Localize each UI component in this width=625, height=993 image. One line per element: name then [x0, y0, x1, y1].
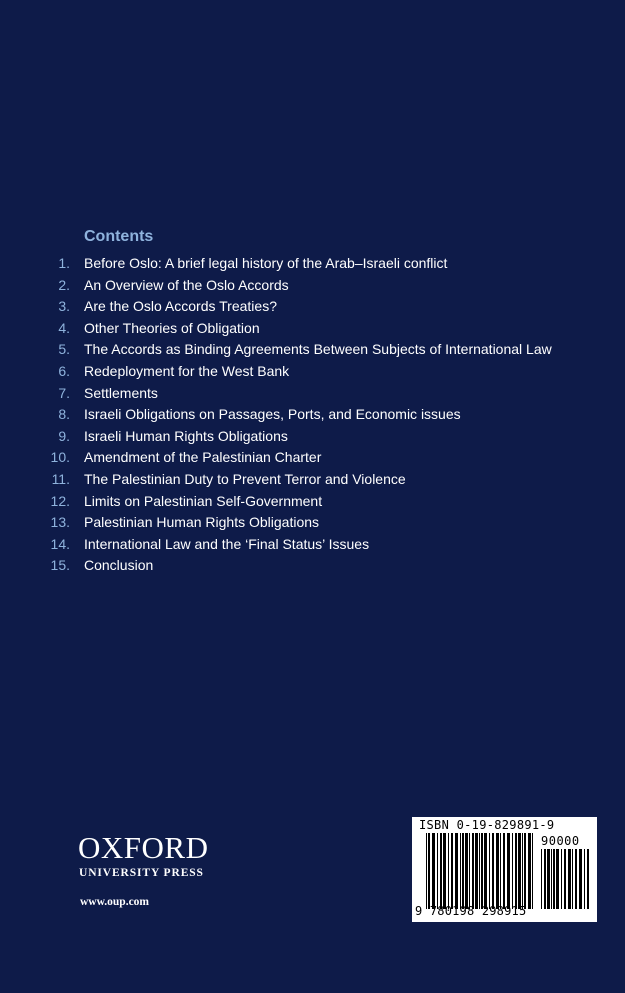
- barcode-bar: [455, 833, 458, 909]
- toc-title: Are the Oslo Accords Treaties?: [84, 298, 277, 315]
- publisher-press: UNIVERSITY PRESS: [79, 867, 204, 879]
- toc-title: Palestinian Human Rights Obligations: [84, 514, 320, 531]
- toc-item: [0, 404, 625, 426]
- barcode-bar: [469, 833, 470, 909]
- barcode-bar: [460, 833, 461, 909]
- toc-title: Before Oslo: A brief legal history of the Arab–Israeli conflict: [84, 255, 448, 271]
- publisher-name: OXFORD: [78, 830, 209, 865]
- barcode-bar: [484, 833, 487, 909]
- toc-item: [0, 534, 625, 556]
- publisher-url: www.oup.com: [80, 896, 150, 908]
- barcode-bar: [451, 833, 453, 909]
- barcode-bar: [553, 849, 555, 909]
- toc-number: 14.: [50, 535, 70, 552]
- toc-item: [0, 512, 625, 534]
- toc-item: [0, 383, 625, 405]
- toc-item: [0, 555, 625, 577]
- toc-item: [0, 339, 625, 361]
- barcode-bar: [437, 833, 438, 909]
- toc-title: International Law and the ‘Final Status’ Issues: [84, 535, 370, 552]
- barcode-bar: [515, 833, 517, 909]
- barcode-bar: [547, 849, 550, 909]
- toc-number: 7.: [58, 384, 70, 401]
- toc-number: 9.: [58, 427, 70, 444]
- toc-title: Israeli Human Rights Obligations: [84, 427, 288, 444]
- barcode-bar: [568, 849, 571, 909]
- toc-number: 1.: [58, 255, 70, 271]
- price-code: 90000: [541, 834, 580, 848]
- toc-title: An Overview of the Oslo Accords: [84, 276, 289, 293]
- toc-number: 13.: [50, 514, 70, 531]
- toc-item: [0, 447, 625, 469]
- toc-number: 6.: [58, 362, 70, 379]
- barcode-bar: [432, 833, 435, 909]
- toc-item: [0, 253, 625, 275]
- barcode-bar: [524, 833, 526, 909]
- toc-number: 11.: [51, 470, 70, 487]
- toc-title: Conclusion: [84, 557, 154, 574]
- toc-title: Other Theories of Obligation: [84, 319, 260, 336]
- ean-number: 9 780198 298915: [415, 904, 527, 918]
- barcode-bar: [492, 833, 494, 909]
- barcode-bar: [518, 833, 521, 909]
- barcode-bar: [448, 833, 449, 909]
- barcode-bar: [551, 849, 552, 909]
- barcode-bar: [512, 833, 513, 909]
- toc-number: 10.: [50, 449, 70, 466]
- toc-title: Limits on Palestinian Self-Government: [84, 492, 323, 509]
- barcode-bar: [481, 833, 483, 909]
- barcode-bar: [500, 833, 501, 909]
- toc-item: [0, 361, 625, 383]
- toc-number: 8.: [58, 406, 70, 423]
- toc-item: [0, 491, 625, 513]
- barcode-bar: [479, 833, 480, 909]
- toc-number: 15.: [50, 557, 70, 574]
- toc-title: The Accords as Binding Agreements Between Subjects of International Law: [84, 341, 552, 358]
- isbn-barcode: [412, 817, 597, 922]
- barcode-bar: [440, 833, 442, 909]
- barcode-bar: [587, 849, 589, 909]
- barcode-bar: [561, 849, 562, 909]
- barcode-bar: [532, 833, 533, 909]
- toc-title: Amendment of the Palestinian Charter: [84, 449, 322, 466]
- barcode-bar: [584, 849, 585, 909]
- table-of-contents: [0, 253, 625, 577]
- toc-title: Israeli Obligations on Passages, Ports, and Economic issues: [84, 406, 461, 423]
- barcode-bar: [472, 833, 474, 909]
- barcode-bar: [489, 833, 490, 909]
- barcode-bar: [572, 849, 573, 909]
- barcode-bar: [428, 833, 430, 909]
- isbn-number: ISBN 0-19-829891-9: [419, 818, 555, 832]
- barcode-bar: [544, 849, 546, 909]
- barcode-bar: [475, 833, 478, 909]
- toc-number: 3.: [58, 298, 70, 315]
- barcode-bar: [575, 849, 577, 909]
- toc-item: [0, 275, 625, 297]
- contents-heading: Contents: [84, 228, 154, 245]
- toc-title: The Palestinian Duty to Prevent Terror and Violence: [84, 470, 406, 487]
- barcode-bar: [507, 833, 510, 909]
- toc-number: 4.: [58, 319, 70, 336]
- barcode-bar: [503, 833, 505, 909]
- toc-number: 2.: [58, 276, 70, 293]
- barcode-bar: [556, 849, 559, 909]
- barcode-bar: [564, 849, 566, 909]
- barcode-bar: [465, 833, 468, 909]
- toc-item: [0, 296, 625, 318]
- toc-title: Redeployment for the West Bank: [84, 362, 290, 379]
- toc-item: [0, 426, 625, 448]
- toc-item: [0, 318, 625, 340]
- barcode-bar: [496, 833, 499, 909]
- toc-title: Settlements: [84, 384, 158, 401]
- barcode-bar: [462, 833, 464, 909]
- barcode-bar: [443, 833, 446, 909]
- barcode-bar: [579, 849, 582, 909]
- barcode-bar: [426, 833, 427, 909]
- barcode-bar: [522, 833, 523, 909]
- toc-number: 12.: [50, 492, 70, 509]
- publisher-logo: [78, 832, 238, 879]
- barcode-bar: [541, 849, 542, 909]
- toc-item: [0, 469, 625, 491]
- toc-number: 5.: [58, 341, 70, 358]
- barcode-bar: [528, 833, 531, 909]
